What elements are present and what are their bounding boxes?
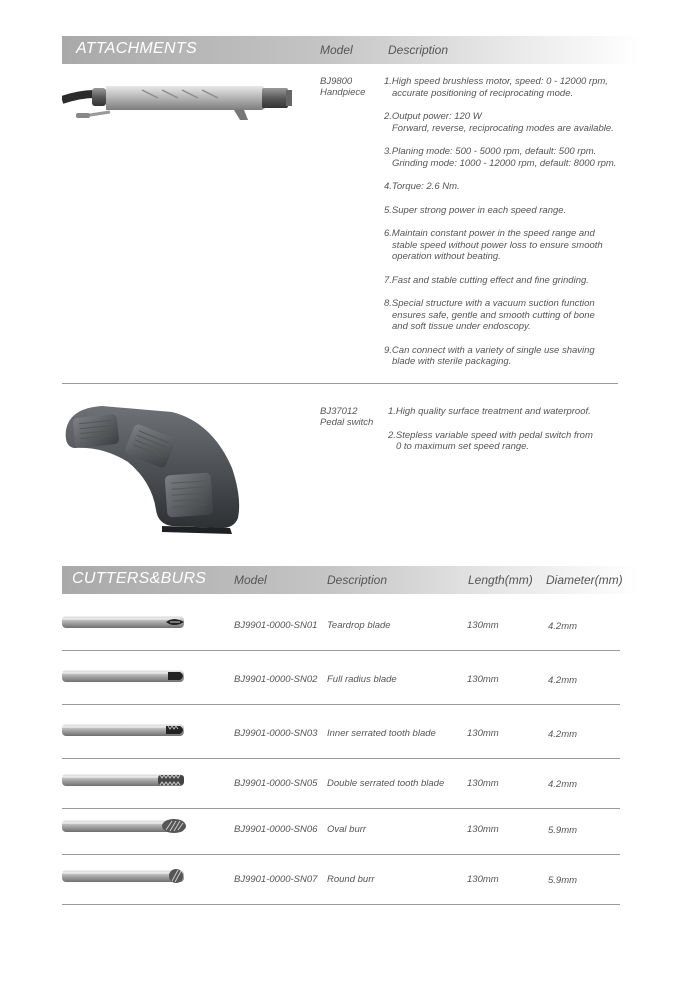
row-description: Inner serrated tooth blade bbox=[327, 728, 436, 739]
row-diameter: 4.2mm bbox=[548, 729, 578, 740]
blade-image bbox=[62, 662, 192, 690]
cutters-header bbox=[62, 566, 640, 594]
cutters-diameter-col: Diameter(mm) bbox=[546, 573, 623, 587]
divider bbox=[62, 650, 620, 651]
feature-item: 4.Torque: 2.6 Nm. bbox=[384, 181, 460, 192]
feature-item: 6.Maintain constant power in the speed range and stable speed without power loss to ensure smooth operation without beating. bbox=[384, 228, 603, 262]
blade-image bbox=[62, 716, 192, 744]
row-length: 130mm bbox=[467, 874, 499, 885]
cutters-model-col: Model bbox=[234, 573, 267, 587]
divider bbox=[62, 758, 620, 759]
row-model: BJ9901-0000-SN05 bbox=[234, 778, 318, 789]
pedal-model: BJ37012 bbox=[320, 406, 358, 417]
table-row bbox=[62, 604, 620, 654]
table-row bbox=[62, 712, 620, 762]
pedal-model-block bbox=[320, 406, 373, 428]
row-diameter: 5.9mm bbox=[548, 875, 578, 886]
blade-image bbox=[62, 812, 192, 840]
attachments-model-col: Model bbox=[320, 43, 353, 57]
row-description: Round burr bbox=[327, 874, 375, 885]
cutters-desc-col: Description bbox=[327, 573, 388, 587]
row-description: Double serrated tooth blade bbox=[327, 778, 445, 789]
divider bbox=[62, 383, 618, 384]
row-description: Full radius blade bbox=[327, 674, 397, 685]
feature-item: 1.High speed brushless motor, speed: 0 - 12000 rpm, accurate positioning of reciprocating mode. bbox=[384, 76, 608, 99]
feature-item: 9.Can connect with a variety of single use shaving blade with sterile packaging. bbox=[384, 344, 595, 367]
row-model: BJ9901-0000-SN02 bbox=[234, 674, 318, 685]
divider bbox=[62, 854, 620, 855]
table-row bbox=[62, 658, 620, 708]
row-model: BJ9901-0000-SN03 bbox=[234, 728, 318, 739]
pedal-name: Pedal switch bbox=[320, 417, 374, 428]
table-row bbox=[62, 858, 620, 908]
attachments-title: ATTACHMENTS bbox=[76, 40, 197, 57]
feature-item: 2.Output power: 120 W Forward, reverse, reciprocating modes are available. bbox=[384, 111, 614, 134]
divider bbox=[62, 704, 620, 705]
row-description: Teardrop blade bbox=[327, 620, 391, 631]
row-model: BJ9901-0000-SN07 bbox=[234, 874, 318, 885]
row-model: BJ9901-0000-SN01 bbox=[234, 620, 318, 631]
feature-item: 3.Planing mode: 500 - 5000 rpm, default: 500 rpm. Grinding mode: 1000 - 12000 rpm, default: 8000 rpm. bbox=[384, 146, 617, 169]
divider bbox=[62, 904, 620, 905]
row-length: 130mm bbox=[467, 728, 499, 739]
table-row bbox=[62, 808, 620, 858]
row-diameter: 4.2mm bbox=[548, 621, 578, 632]
handpiece-name: Handpiece bbox=[320, 87, 366, 98]
handpiece-model: BJ9800 bbox=[320, 76, 353, 87]
attachments-desc-col: Description bbox=[388, 43, 449, 57]
blade-image bbox=[62, 608, 192, 636]
handpiece-description bbox=[384, 76, 644, 380]
handpiece-image bbox=[62, 76, 302, 136]
row-length: 130mm bbox=[467, 778, 499, 789]
pedal-switch-image bbox=[62, 398, 262, 538]
feature-item: 1.High quality surface treatment and waterproof. bbox=[388, 406, 591, 417]
attachments-header bbox=[62, 36, 640, 64]
cutters-length-col: Length(mm) bbox=[468, 573, 533, 587]
feature-item: 8.Special structure with a vacuum suction function ensures safe, gentle and smooth cutting of bone and soft tissue under endoscopy. bbox=[384, 298, 595, 332]
blade-image bbox=[62, 862, 192, 890]
table-row bbox=[62, 762, 620, 812]
row-diameter: 4.2mm bbox=[548, 675, 578, 686]
row-model: BJ9901-0000-SN06 bbox=[234, 824, 318, 835]
row-diameter: 5.9mm bbox=[548, 825, 578, 836]
feature-item: 7.Fast and stable cutting effect and fine grinding. bbox=[384, 274, 589, 286]
row-diameter: 4.2mm bbox=[548, 779, 578, 790]
blade-image bbox=[62, 766, 192, 794]
row-length: 130mm bbox=[467, 824, 499, 835]
row-length: 130mm bbox=[467, 620, 499, 631]
feature-item: 5.Super strong power in each speed range. bbox=[384, 204, 567, 216]
cutters-title: CUTTERS&BURS bbox=[72, 570, 207, 587]
handpiece-model-block bbox=[320, 76, 365, 98]
pedal-description bbox=[388, 406, 638, 465]
feature-item: 2.Stepless variable speed with pedal switch from 0 to maximum set speed range. bbox=[388, 429, 593, 452]
row-description: Oval burr bbox=[327, 824, 367, 835]
row-length: 130mm bbox=[467, 674, 499, 685]
